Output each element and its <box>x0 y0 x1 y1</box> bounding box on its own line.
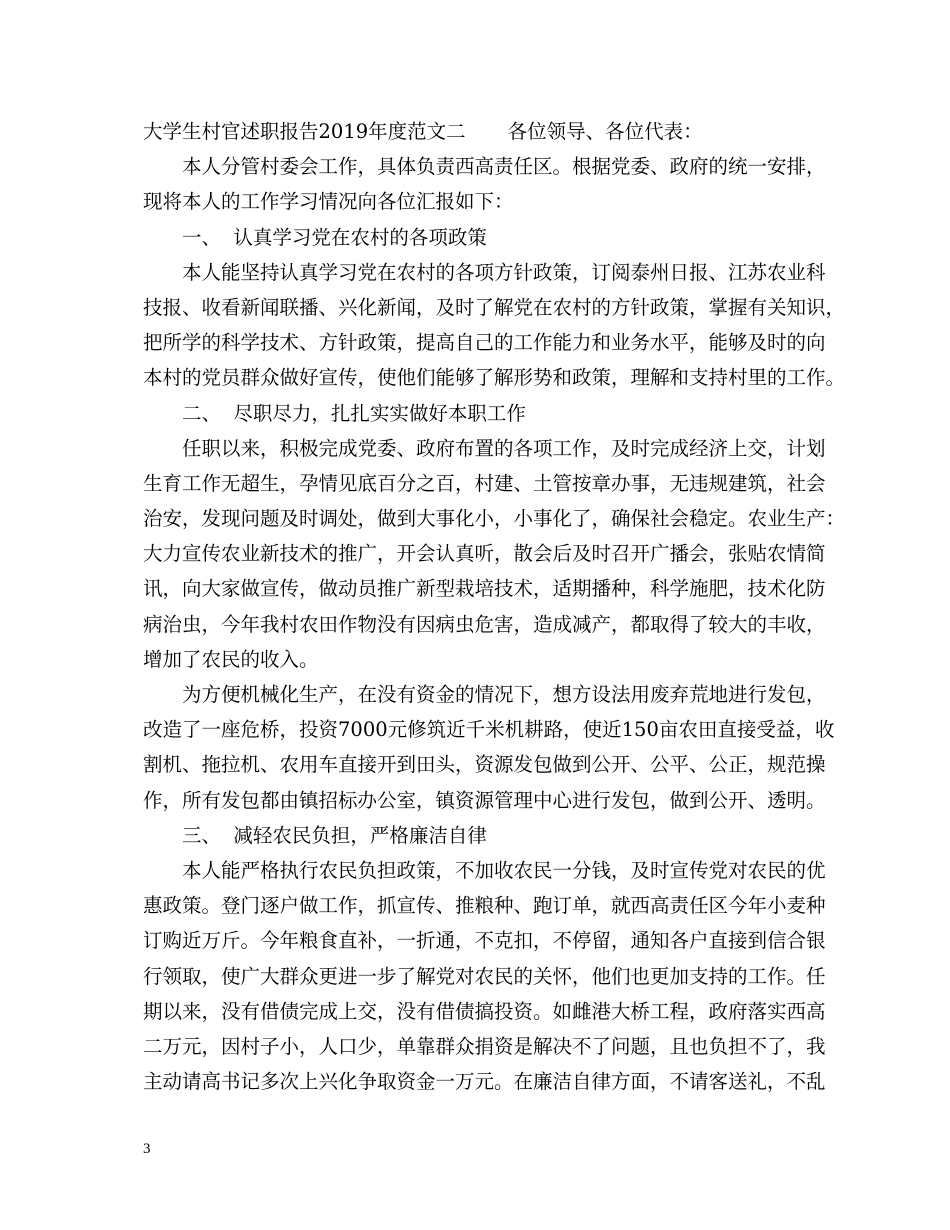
text-line: 改造了一座危桥，投资7000元修筑近千米机耕路，使近150亩农田直接受益，收 <box>143 718 835 742</box>
text-line: 本人能严格执行农民负担政策，不加收农民一分钱，及时宣传党对农民的优 <box>182 858 826 882</box>
document-title: 大学生村官述职报告2019年度范文二 <box>143 120 466 143</box>
text-line: 本人分管村委会工作，具体负责西高责任区。根据党委、政府的统一安排， <box>182 155 826 179</box>
text-line: 讯，向大家做宣传，做动员推广新型栽培技术，适期播种，科学施肥，技术化防 <box>143 577 826 601</box>
text-line: 技报、收看新闻联播、兴化新闻，及时了解党在农村的方针政策，掌握有关知识， <box>143 295 846 319</box>
paragraph-lines <box>143 149 846 1099</box>
text-line: 为方便机械化生产，在没有资金的情况下，想方设法用废弃荒地进行发包， <box>182 683 826 706</box>
text-line: 惠政策。登门逐户做工作，抓宣传、推粮种、跑订单，就西高责任区今年小麦种 <box>143 894 826 918</box>
text-line: 病治虫，今年我村农田作物没有因病虫危害，造成减产，都取得了较大的丰收， <box>143 612 826 636</box>
text-line: 任职以来，积极完成党委、政府布置的各项工作，及时完成经济上交，计划 <box>182 436 826 460</box>
text-line: 三、 减轻农民负担，严格廉洁自律 <box>182 823 487 847</box>
text-line: 主动请高书记多次上兴化争取资金一万元。在廉洁自律方面，不请客送礼，不乱 <box>143 1070 826 1094</box>
text-line: 把所学的科学技术、方针政策，提高自己的工作能力和业务水平，能够及时的向 <box>143 331 826 355</box>
title-line <box>143 114 821 149</box>
text-line: 作，所有发包都由镇招标办公室，镇资源管理中心进行发包，做到公开、透明。 <box>143 788 826 812</box>
text-line: 生育工作无超生，孕情见底百分之百，村建、土管按章办事，无违规建筑，社会 <box>143 471 826 495</box>
text-line: 治安，发现问题及时调处，做到大事化小，小事化了，确保社会稳定。农业生产： <box>143 507 846 531</box>
text-line: 行领取，使广大群众更进一步了解党对农民的关怀，他们也更加支持的工作。任 <box>143 964 826 988</box>
text-line: 一、 认真学习党在农村的各项政策 <box>182 225 487 249</box>
text-line: 大力宣传农业新技术的推广，开会认真听，散会后及时召开广播会，张贴农情简 <box>143 542 826 566</box>
text-line: 二、 尽职尽力，扎扎实实做好本职工作 <box>182 401 526 425</box>
salutation: 各位领导、各位代表： <box>507 120 703 143</box>
text-line: 本村的党员群众做好宣传，使他们能够了解形势和政策，理解和支持村里的工作。 <box>143 366 846 390</box>
text-line: 本人能坚持认真学习党在农村的各项方针政策，订阅泰州日报、江苏农业科 <box>182 260 826 284</box>
document-body <box>143 114 846 1099</box>
text-line: 二万元，因村子小，人口少，单靠群众捐资是解决不了问题，且也负担不了，我 <box>143 1034 826 1058</box>
text-line: 期以来，没有借债完成上交，没有借债搞投资。如雌港大桥工程，政府落实西高 <box>143 999 826 1023</box>
text-line: 割机、拖拉机、农用车直接开到田头，资源发包做到公开、公平、公正，规范操 <box>143 753 826 777</box>
text-line: 增加了农民的收入。 <box>143 647 319 671</box>
page-number: 3 <box>143 1141 151 1157</box>
text-line: 现将本人的工作学习情况向各位汇报如下： <box>143 190 514 214</box>
text-line: 订购近万斤。今年粮食直补，一折通，不克扣，不停留，通知各户直接到信合银 <box>143 929 826 953</box>
